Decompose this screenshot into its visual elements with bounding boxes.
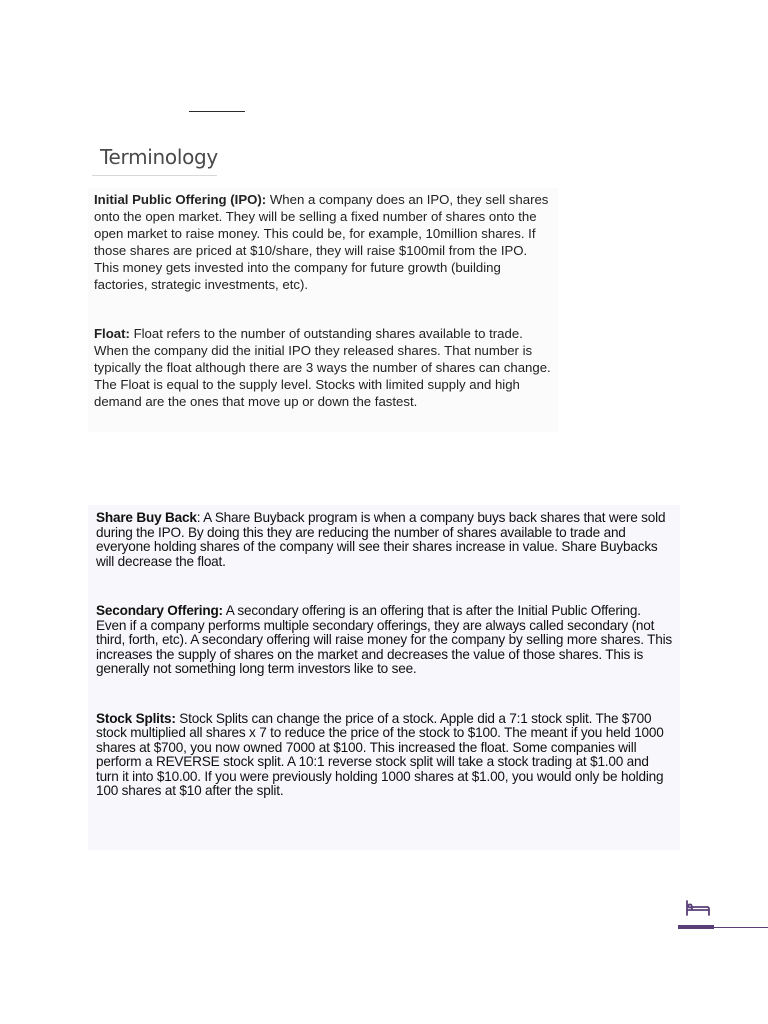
definition-text: When a company does an IPO, they sell shares onto the open market. They will be selling a fixed number of shares onto the open market to raise money. This could be, for example, 10million shares. If those shares are priced at $10/share, they will raise $100mil from the IPO. This money gets invested into the company for future growth (building factories, strategic investments, etc). <box>94 192 549 292</box>
term-label: Secondary Offering: <box>96 603 223 618</box>
definition-text: Float refers to the number of outstanding shares available to trade. When the company did the initial IPO they released shares. That number is typically the float although there are 3 ways the number of shares can change. The Float is equal to the supply level. Stocks with limited supply and high demand are the ones that move up or down the fastest. <box>94 326 551 410</box>
bed-icon <box>685 899 711 917</box>
footer-accent-bar <box>678 925 714 929</box>
terminology-panel-upper <box>88 188 558 432</box>
definition-text: Stock Splits can change the price of a stock. Apple did a 7:1 stock split. The $700 stock multiplied all shares x 7 to reduce the price of the stock to $100. The meant if you held 1000 shares at $700, you now owned 7000 at $100. This increased the float. Some companies will perform a REVERSE stock split. A 10:1 reverse stock split will take a stock trading at $1.00 and turn it into $10.00. If you were previously holding 1000 shares at $1.00, you would only be holding 100 shares at $10 after the split. <box>96 710 664 798</box>
definition-ipo <box>94 192 554 293</box>
term-label: Initial Public Offering (IPO): <box>94 192 267 207</box>
definition-text: : A Share Buyback program is when a company buys back shares that were sold during the IPO. By doing this they are reducing the number of shares available to trade and everyone holding shares of the company will see their shares increase in value. Share Buybacks will decrease the float. <box>96 510 666 569</box>
definition-share-buy-back <box>96 511 674 569</box>
definition-text: A secondary offering is an offering that is after the Initial Public Offering. Even if a company performs multiple secondary offerings, they are always called secondary (not third, forth, etc). A secondary offering will raise money for the company by selling more shares. This increases the supply of shares on the market and decreases the value of those shares. This is generally not something long term investors like to see. <box>96 603 672 676</box>
terminology-panel-lower <box>88 505 680 850</box>
page-heading: Terminology <box>100 145 218 169</box>
term-label: Share Buy Back <box>96 510 197 525</box>
top-rule <box>189 111 245 112</box>
term-label: Stock Splits: <box>96 710 176 726</box>
definition-secondary-offering <box>96 604 674 677</box>
footer-rule <box>714 927 768 928</box>
definition-float <box>94 326 554 411</box>
definition-stock-splits <box>96 712 674 799</box>
term-label: Float: <box>94 326 130 342</box>
heading-box <box>92 140 217 176</box>
